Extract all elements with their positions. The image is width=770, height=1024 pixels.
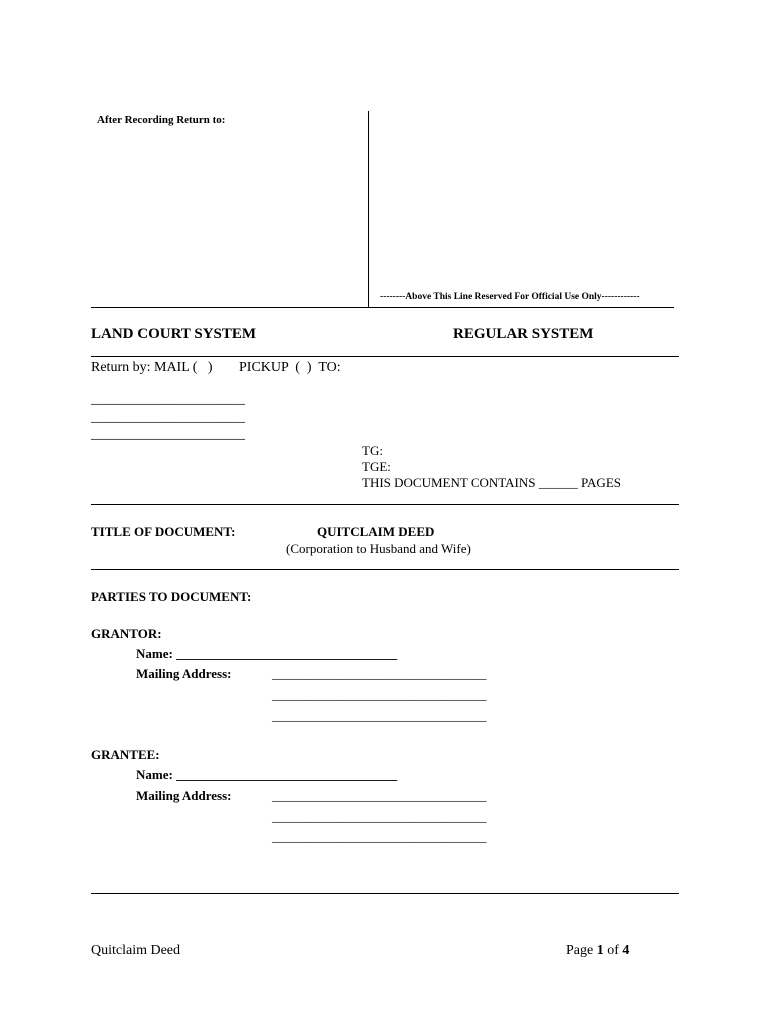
document-subtitle: (Corporation to Husband and Wife) [286,541,471,556]
return-by-mail: Return by: MAIL ( ) [91,360,213,375]
grantor-label: GRANTOR: [91,626,162,641]
grantor-mailing-label: Mailing Address: [136,666,232,681]
grantee-name-field: Name: __________________________________ [136,767,398,782]
parties-heading: PARTIES TO DOCUMENT: [91,589,252,604]
grantor-address-line-2: _________________________________ [272,687,487,702]
page-prefix: Page [566,943,597,958]
parties-rule [91,893,679,894]
grantee-mailing-label: Mailing Address: [136,788,232,803]
return-address-line-2: ______________________ [91,410,245,425]
systems-rule [91,356,679,357]
page-count-line: THIS DOCUMENT CONTAINS ______ PAGES [362,475,621,490]
grantee-address-line-3: _________________________________ [272,829,487,844]
return-by-pickup: PICKUP ( ) TO: [239,360,341,375]
official-use-rule [91,307,674,308]
recording-box-divider [368,111,369,307]
page-current: 1 [596,943,604,958]
tax-rule [91,504,679,505]
grantee-label: GRANTEE: [91,747,160,762]
return-address-line-1: ______________________ [91,392,245,407]
footer-document-name: Quitclaim Deed [91,943,181,958]
page-total: 4 [622,943,630,958]
land-court-system-label: LAND COURT SYSTEM [91,326,257,342]
official-use-note: --------Above This Line Reserved For Official Use Only------------ [380,292,640,302]
grantee-address-line-1: _________________________________ [272,788,487,803]
return-to-label: After Recording Return to: [97,114,226,126]
grantee-address-line-2: _________________________________ [272,809,487,824]
tg-label: TG: [362,443,383,458]
page-of: of [603,943,623,958]
regular-system-label: REGULAR SYSTEM [453,326,594,342]
grantor-name-field: Name: __________________________________ [136,646,398,661]
grantor-address-line-3: _________________________________ [272,708,487,723]
page-number [566,943,629,959]
grantor-address-line-1: _________________________________ [272,666,487,681]
document-title: QUITCLAIM DEED [317,524,435,539]
tge-label: TGE: [362,459,391,474]
title-of-document-label: TITLE OF DOCUMENT: [91,524,236,539]
return-address-line-3: ______________________ [91,427,245,442]
title-rule [91,569,679,570]
